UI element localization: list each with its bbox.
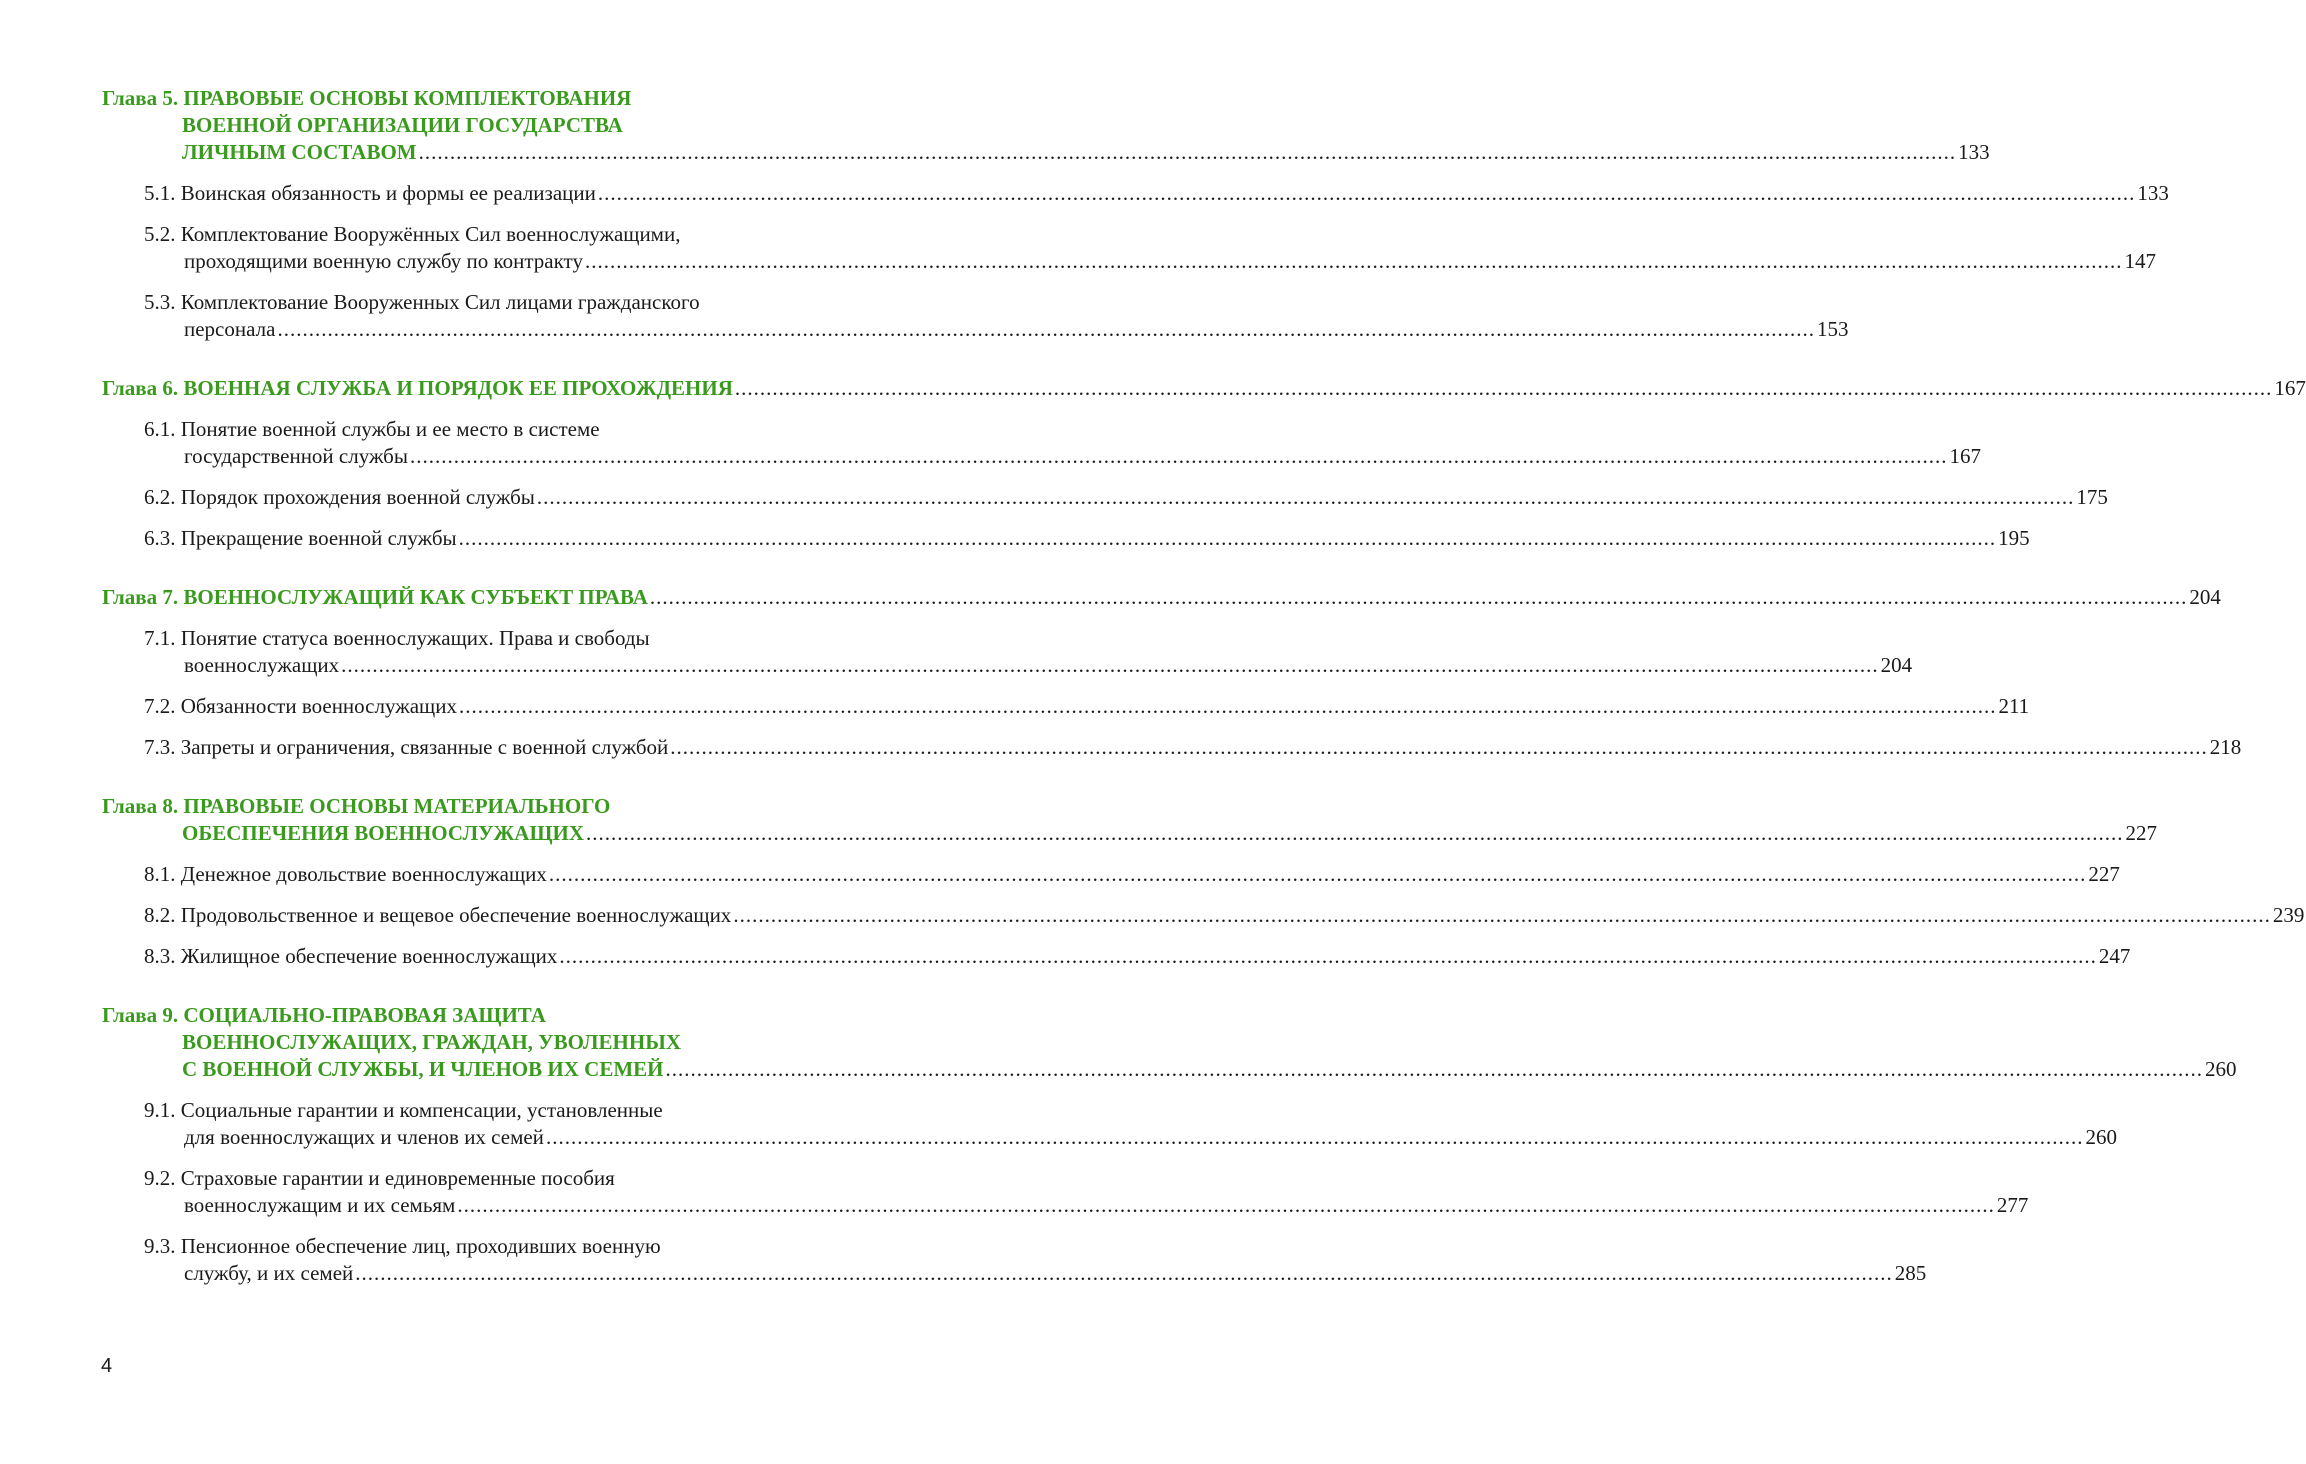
section-title-text: 6.3. Прекращение военной службы: [144, 526, 457, 550]
dot-leader: [665, 1057, 2203, 1081]
section-page-number: 260: [2085, 1125, 2117, 1149]
toc-chapter: [102, 1002, 2237, 1287]
toc-section-entry: [102, 1097, 2117, 1151]
chapter-heading-line: Глава 9. СОЦИАЛЬНО-ПРАВОВАЯ ЗАЩИТА: [102, 1003, 546, 1027]
toc-section-entry: [102, 525, 2030, 552]
dot-leader: [598, 181, 2136, 205]
chapter-page-number: 204: [2189, 585, 2221, 609]
dot-leader: [559, 944, 2097, 968]
toc-section-entry: [102, 734, 2242, 761]
section-line: 9.2. Страховые гарантии и единовременные пособия: [144, 1166, 615, 1190]
section-title-text: 5.1. Воинская обязанность и формы ее реализации: [144, 181, 596, 205]
dot-leader: [586, 821, 2124, 845]
toc-section-entry: [102, 902, 2305, 929]
section-line: 5.2. Комплектование Вооружённых Сил военнослужащими,: [144, 222, 681, 246]
section-title-text: службу, и их семей: [184, 1261, 354, 1285]
toc-section-entry: [102, 693, 2030, 720]
section-line: [144, 1260, 1927, 1287]
section-page-number: 167: [1949, 444, 1981, 468]
chapter-heading-line: [102, 584, 2221, 611]
chapter-heading-line: ВОЕННОЙ ОРГАНИЗАЦИИ ГОСУДАРСТВА: [182, 113, 623, 137]
section-line: [144, 316, 1849, 343]
dot-leader: [537, 485, 2075, 509]
section-title-text: 7.2. Обязанности военнослужащих: [144, 694, 457, 718]
section-line: [144, 484, 2108, 511]
section-page-number: 227: [2088, 862, 2120, 886]
dot-leader: [355, 1261, 1893, 1285]
section-title-text: государственной службы: [184, 444, 408, 468]
chapter-page-number: 133: [1958, 140, 1990, 164]
section-title-text: персонала: [184, 317, 276, 341]
section-page-number: 204: [1880, 653, 1913, 677]
chapter-heading-line: [102, 820, 2158, 847]
section-page-number: 175: [2076, 485, 2108, 509]
section-title-text: для военнослужащих и членов их семей: [184, 1125, 544, 1149]
toc-section-entry: [102, 943, 2131, 970]
chapter-heading-line: [102, 375, 2306, 402]
dot-leader: [419, 140, 1957, 164]
chapter-heading-line: Глава 5. ПРАВОВЫЕ ОСНОВЫ КОМПЛЕКТОВАНИЯ: [102, 86, 632, 110]
section-line: 7.1. Понятие статуса военнослужащих. Права и свободы: [144, 626, 650, 650]
section-line: 9.1. Социальные гарантии и компенсации, установленные: [144, 1098, 663, 1122]
section-title-text: 8.2. Продовольственное и вещевое обеспечение военнослужащих: [144, 903, 732, 927]
section-line: [144, 943, 2131, 970]
toc-section-entry: [102, 1165, 2029, 1219]
section-line: [144, 1124, 2117, 1151]
section-line: [144, 180, 2169, 207]
dot-leader: [549, 862, 2087, 886]
table-of-contents: [102, 85, 2306, 1287]
chapter-heading: [102, 793, 2158, 847]
section-title-text: 8.1. Денежное довольствие военнослужащих: [144, 862, 547, 886]
chapter-title-text: ОБЕСПЕЧЕНИЯ ВОЕННОСЛУЖАЩИХ: [182, 821, 585, 845]
section-line: 6.1. Понятие военной службы и ее место в системе: [144, 417, 600, 441]
toc-section-entry: [102, 221, 2156, 275]
section-page-number: 153: [1816, 317, 1849, 341]
dot-leader: [457, 1193, 1995, 1217]
section-page-number: 239: [2272, 903, 2305, 927]
page-number: 4: [101, 1355, 113, 1377]
toc-chapter: [102, 793, 2305, 970]
toc-section-entry: [102, 416, 1981, 470]
toc-section-entry: [102, 289, 1849, 343]
section-line: 5.3. Комплектование Вооруженных Сил лицами гражданского: [144, 290, 700, 314]
toc-section-entry: [102, 484, 2108, 511]
section-line: [144, 693, 2030, 720]
toc-chapter: [102, 375, 2306, 552]
toc-section-entry: [102, 180, 2169, 207]
section-page-number: 277: [1996, 1193, 2029, 1217]
dot-leader: [546, 1125, 2084, 1149]
chapter-heading: [102, 1002, 2237, 1083]
section-line: [144, 248, 2156, 275]
dot-leader: [585, 249, 2123, 273]
section-line: [144, 443, 1981, 470]
toc-chapter: [102, 584, 2242, 761]
chapter-title-text: Глава 7. ВОЕННОСЛУЖАЩИЙ КАК СУБЪЕКТ ПРАВА: [102, 585, 648, 609]
toc-chapter: [102, 85, 2169, 343]
chapter-heading: [102, 375, 2306, 402]
section-line: [144, 652, 1913, 679]
dot-leader: [459, 526, 1997, 550]
chapter-title-text: С ВОЕННОЙ СЛУЖБЫ, И ЧЛЕНОВ ИХ СЕМЕЙ: [182, 1057, 664, 1081]
section-title-text: 8.3. Жилищное обеспечение военнослужащих: [144, 944, 558, 968]
section-line: [144, 861, 2120, 888]
section-line: [144, 734, 2242, 761]
section-line: 9.3. Пенсионное обеспечение лиц, проходивших военную: [144, 1234, 661, 1258]
dot-leader: [459, 694, 1997, 718]
section-title-text: 7.3. Запреты и ограничения, связанные с военной службой: [144, 735, 669, 759]
section-page-number: 218: [2209, 735, 2242, 759]
section-page-number: 195: [1998, 526, 2030, 550]
chapter-heading: [102, 584, 2221, 611]
section-page-number: 247: [2098, 944, 2131, 968]
dot-leader: [650, 585, 2188, 609]
dot-leader: [670, 735, 2208, 759]
chapter-page-number: 227: [2125, 821, 2158, 845]
toc-section-entry: [102, 1233, 1927, 1287]
section-page-number: 285: [1894, 1261, 1927, 1285]
section-page-number: 133: [2137, 181, 2169, 205]
dot-leader: [341, 653, 1879, 677]
toc-section-entry: [102, 861, 2120, 888]
dot-leader: [733, 903, 2271, 927]
chapter-heading-line: Глава 8. ПРАВОВЫЕ ОСНОВЫ МАТЕРИАЛЬНОГО: [102, 794, 611, 818]
chapter-heading: [102, 85, 1990, 166]
section-title-text: военнослужащих: [184, 653, 340, 677]
dot-leader: [735, 376, 2273, 400]
section-line: [144, 1192, 2029, 1219]
dot-leader: [410, 444, 1948, 468]
section-line: [144, 525, 2030, 552]
section-title-text: военнослужащим и их семьям: [184, 1193, 456, 1217]
section-line: [144, 902, 2305, 929]
section-title-text: проходящими военную службу по контракту: [184, 249, 583, 273]
chapter-title-text: ЛИЧНЫМ СОСТАВОМ: [182, 140, 417, 164]
chapter-heading-line: [102, 139, 1990, 166]
toc-section-entry: [102, 625, 1913, 679]
chapter-heading-line: ВОЕННОСЛУЖАЩИХ, ГРАЖДАН, УВОЛЕННЫХ: [182, 1030, 681, 1054]
section-title-text: 6.2. Порядок прохождения военной службы: [144, 485, 535, 509]
section-page-number: 147: [2124, 249, 2156, 273]
dot-leader: [277, 317, 1815, 341]
section-page-number: 211: [1998, 694, 2030, 718]
chapter-page-number: 167: [2274, 376, 2306, 400]
chapter-heading-line: [102, 1056, 2237, 1083]
chapter-title-text: Глава 6. ВОЕННАЯ СЛУЖБА И ПОРЯДОК ЕЕ ПРОХОЖДЕНИЯ: [102, 376, 733, 400]
chapter-page-number: 260: [2204, 1057, 2237, 1081]
